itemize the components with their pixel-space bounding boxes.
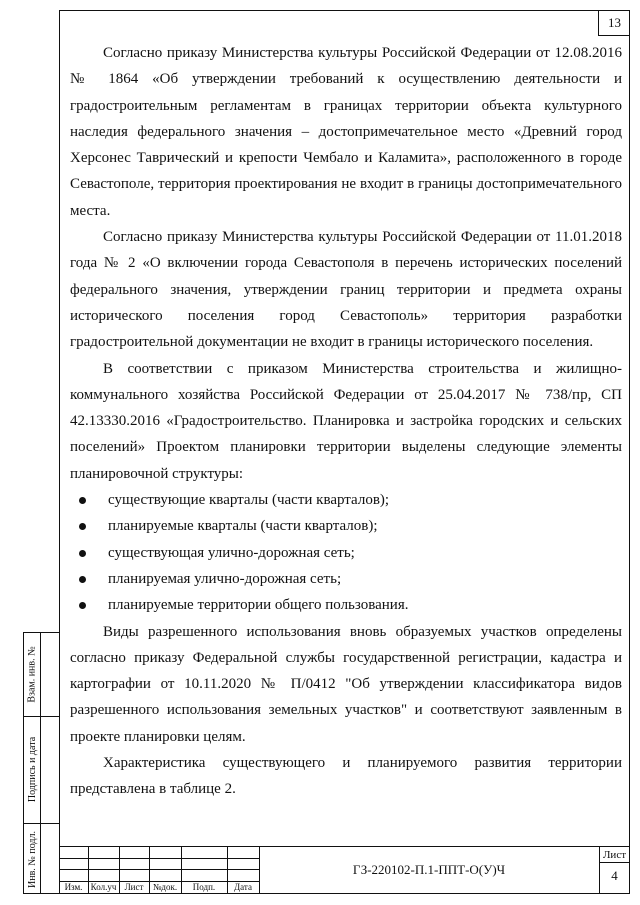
list-item xyxy=(79,487,622,513)
title-block-header-ndok: №док. xyxy=(152,882,178,892)
title-block xyxy=(59,846,630,894)
side-label-podpis-data: Подпись и дата xyxy=(27,736,38,803)
document-body xyxy=(70,40,622,803)
paragraph-5: Характеристика существующего и планируемого развития территории представлена в таблице 2. xyxy=(70,755,622,798)
list-item-text: существующие кварталы (части кварталов); xyxy=(108,492,390,509)
list-item xyxy=(79,513,622,539)
sheet-label: Лист xyxy=(602,849,627,861)
structure-elements-list xyxy=(70,487,622,618)
title-block-header-izm: Изм. xyxy=(64,882,83,892)
title-block-header-data: Дата xyxy=(234,882,252,892)
document-code: ГЗ-220102-П.1-ППТ-О(У)Ч xyxy=(352,862,506,877)
title-block-header-list: Лист xyxy=(124,882,144,892)
paragraph-2: Согласно приказу Министерства культуры Российской Федерации от 11.01.2018 года № 2 «О включении города Севастополя в перечень исторических поселений федерального значения, утверждении границ территории и предмета охраны исторического поселения город Севастополь» территория разработки градостроительной документации не входит в границы исторического поселения. xyxy=(70,229,622,351)
page-number: 13 xyxy=(598,10,630,36)
paragraph-3: В соответствии с приказом Министерства строительства и жилищно-коммунального хозяйства Российской Федерации от 25.04.2017 № 738/пр, СП 42.13330.2016 «Градостроительство. Планировка и застройка городских и сельских поселений» Проектом планировки территории выделены следующие элементы планировочной структуры: xyxy=(70,360,622,482)
list-item-text: существующая улично-дорожная сеть; xyxy=(108,544,355,561)
side-label-vzam-inv: Взам. инв. № xyxy=(27,646,39,703)
list-item xyxy=(79,540,622,566)
list-item-text: планируемая улично-дорожная сеть; xyxy=(108,570,342,587)
paragraph-4: Виды разрешенного использования вновь образуемых участков определены согласно приказу Федеральной службы государственной регистрации, кадастра и картографии от 10.11.2020 № П/0412 "Об утверждении классификатора видов разрешенного использования земельных участков" и соответствуют заявленным в проекте планировки целям. xyxy=(70,623,622,745)
bullet-icon xyxy=(79,497,86,504)
list-item-text: планируемые территории общего пользования. xyxy=(108,597,409,614)
list-item xyxy=(79,592,622,618)
side-stamp xyxy=(23,632,60,894)
side-label-inv-podl: Инв. № подл. xyxy=(27,830,39,888)
title-block-row-line xyxy=(59,858,259,859)
paragraph-1: Согласно приказу Министерства культуры Российской Федерации от 12.08.2016 № 1864 «Об утверждении требований к осуществлению деятельности и градостроительным регламентам в границах территории объекта культурного наследия федерального значения – достопримечательное место «Древний город Херсонес Таврический и крепости Чембало и Каламита», расположенного в городе Севастополе, территория проектирования не входит в границы достопримечательного места. xyxy=(70,45,622,219)
title-block-header-kol-uch: Кол.уч xyxy=(90,882,117,892)
bullet-icon xyxy=(79,602,86,609)
list-item-text: планируемые кварталы (части кварталов); xyxy=(108,518,378,535)
list-item xyxy=(79,566,622,592)
sheet-number: 4 xyxy=(611,868,618,883)
bullet-icon xyxy=(79,576,86,583)
title-block-row-line xyxy=(599,862,630,863)
bullet-icon xyxy=(79,550,86,557)
title-block-row-line xyxy=(59,869,259,870)
bullet-icon xyxy=(79,523,86,530)
title-block-header-podp: Подп. xyxy=(192,882,216,892)
